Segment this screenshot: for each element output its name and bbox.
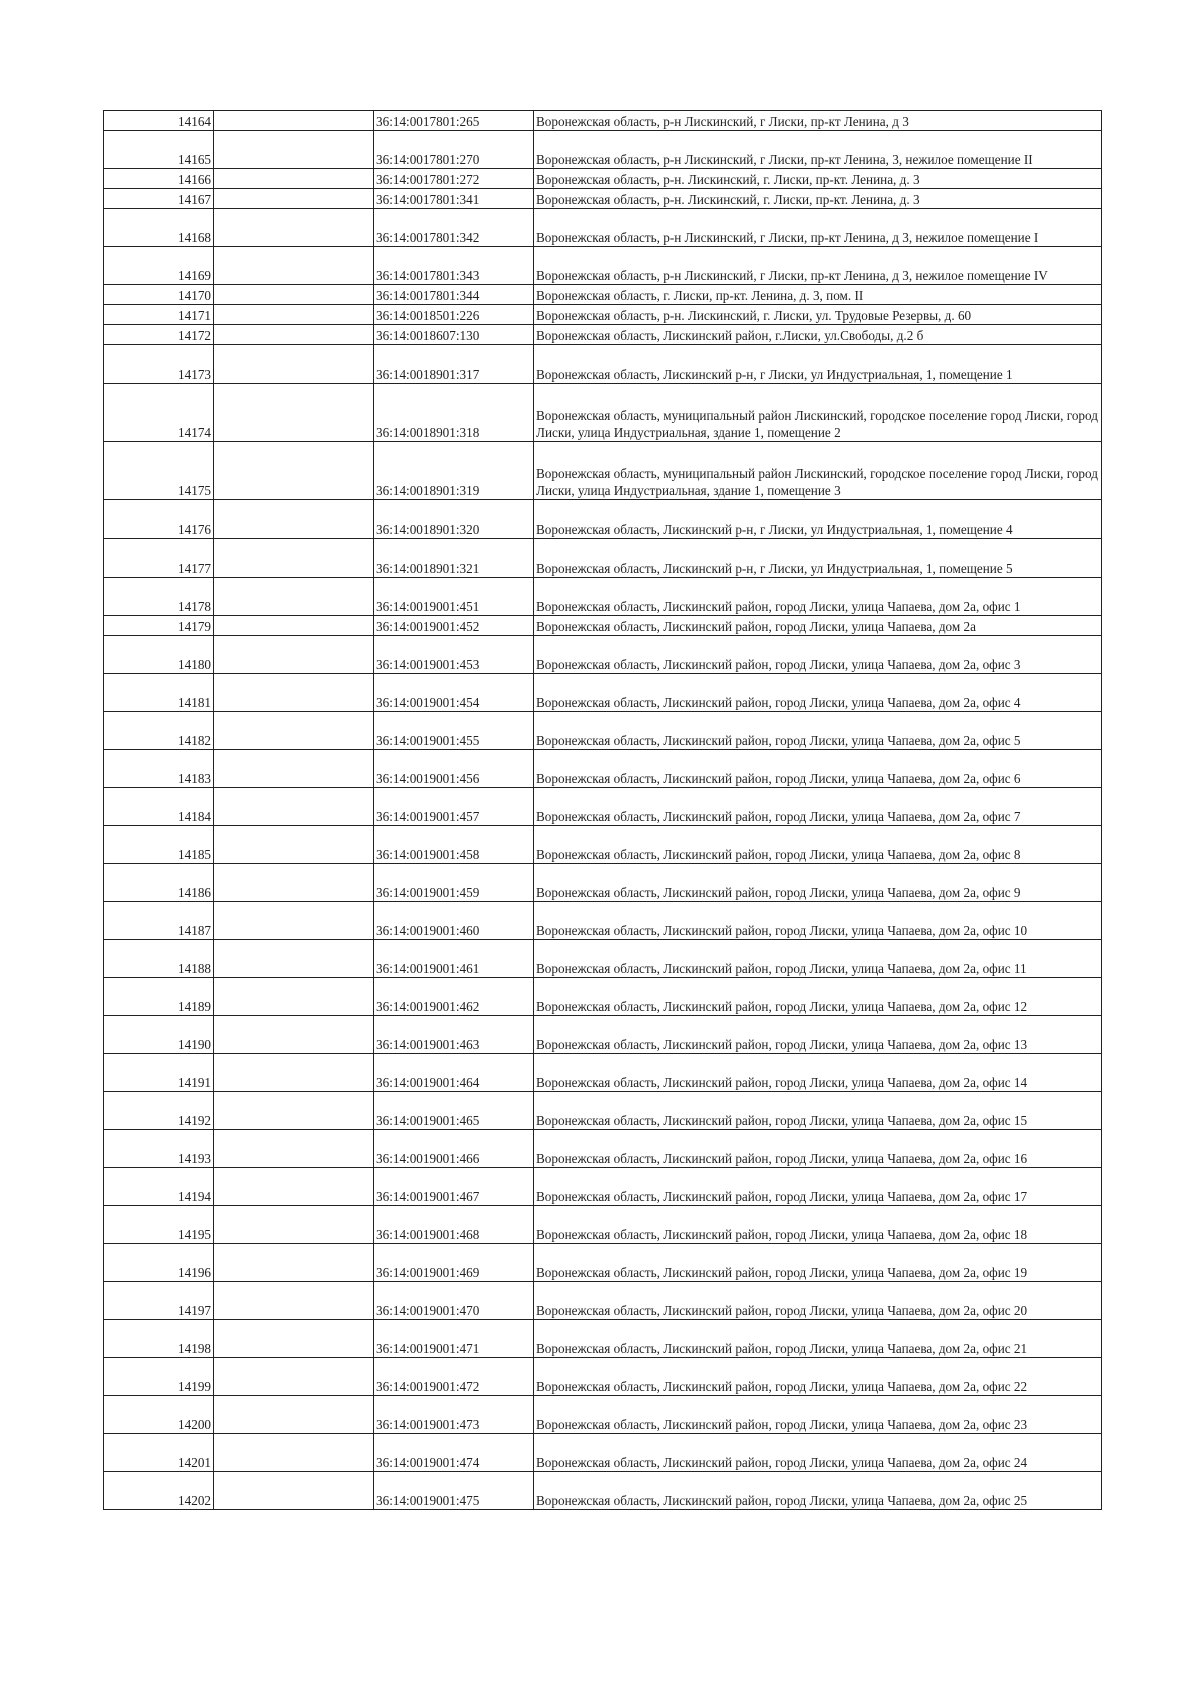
address-cell: Воронежская область, Лискинский район, город Лиски, улица Чапаева, дом 2а, офис 21 — [534, 1320, 1102, 1358]
row-number-cell: 14177 — [104, 539, 214, 578]
address-cell: Воронежская область, Лискинский район, город Лиски, улица Чапаева, дом 2а, офис 22 — [534, 1358, 1102, 1396]
table-row — [104, 325, 1102, 345]
table-row — [104, 1054, 1102, 1092]
cadastral-number-cell: 36:14:0018901:320 — [374, 500, 534, 539]
row-number-cell: 14167 — [104, 189, 214, 209]
row-number-cell: 14202 — [104, 1472, 214, 1510]
row-number-cell: 14195 — [104, 1206, 214, 1244]
row-number-cell: 14187 — [104, 902, 214, 940]
table-row — [104, 131, 1102, 169]
address-cell: Воронежская область, Лискинский район, город Лиски, улица Чапаева, дом 2а, офис 10 — [534, 902, 1102, 940]
table-row — [104, 826, 1102, 864]
empty-cell — [214, 209, 374, 247]
row-number-cell: 14201 — [104, 1434, 214, 1472]
address-cell: Воронежская область, Лискинский район, город Лиски, улица Чапаева, дом 2а, офис 18 — [534, 1206, 1102, 1244]
address-cell: Воронежская область, Лискинский район, город Лиски, улица Чапаева, дом 2а, офис 16 — [534, 1130, 1102, 1168]
row-number-cell: 14185 — [104, 826, 214, 864]
address-cell: Воронежская область, Лискинский район, город Лиски, улица Чапаева, дом 2а, офис 15 — [534, 1092, 1102, 1130]
address-cell: Воронежская область, Лискинский р-н, г Лиски, ул Индустриальная, 1, помещение 1 — [534, 345, 1102, 384]
table-row — [104, 305, 1102, 325]
empty-cell — [214, 940, 374, 978]
cadastral-number-cell: 36:14:0019001:456 — [374, 750, 534, 788]
table-row — [104, 864, 1102, 902]
table-row — [104, 442, 1102, 500]
empty-cell — [214, 1244, 374, 1282]
cadastral-number-cell: 36:14:0017801:342 — [374, 209, 534, 247]
address-cell: Воронежская область, р-н. Лискинский, г. Лиски, пр-кт. Ленина, д. 3 — [534, 189, 1102, 209]
row-number-cell: 14193 — [104, 1130, 214, 1168]
cadastral-number-cell: 36:14:0019001:451 — [374, 578, 534, 616]
empty-cell — [214, 111, 374, 131]
cadastral-number-cell: 36:14:0019001:469 — [374, 1244, 534, 1282]
address-cell: Воронежская область, Лискинский район, город Лиски, улица Чапаева, дом 2а, офис 4 — [534, 674, 1102, 712]
row-number-cell: 14172 — [104, 325, 214, 345]
cadastral-number-cell: 36:14:0019001:475 — [374, 1472, 534, 1510]
row-number-cell: 14165 — [104, 131, 214, 169]
row-number-cell: 14183 — [104, 750, 214, 788]
cadastral-number-cell: 36:14:0017801:270 — [374, 131, 534, 169]
table-row — [104, 1434, 1102, 1472]
address-cell: Воронежская область, Лискинский район, город Лиски, улица Чапаева, дом 2а, офис 5 — [534, 712, 1102, 750]
cadastral-number-cell: 36:14:0019001:468 — [374, 1206, 534, 1244]
address-cell: Воронежская область, Лискинский район, город Лиски, улица Чапаева, дом 2а — [534, 616, 1102, 636]
table-row — [104, 500, 1102, 539]
empty-cell — [214, 864, 374, 902]
table-row — [104, 1282, 1102, 1320]
address-cell: Воронежская область, Лискинский район, город Лиски, улица Чапаева, дом 2а, офис 13 — [534, 1016, 1102, 1054]
table-row — [104, 1016, 1102, 1054]
table-row — [104, 285, 1102, 305]
row-number-cell: 14181 — [104, 674, 214, 712]
address-cell: Воронежская область, Лискинский район, город Лиски, улица Чапаева, дом 2а, офис 24 — [534, 1434, 1102, 1472]
table-row — [104, 189, 1102, 209]
table-row — [104, 902, 1102, 940]
cadastral-number-cell: 36:14:0019001:454 — [374, 674, 534, 712]
address-cell: Воронежская область, Лискинский район, город Лиски, улица Чапаева, дом 2а, офис 7 — [534, 788, 1102, 826]
cadastral-number-cell: 36:14:0017801:343 — [374, 247, 534, 285]
row-number-cell: 14170 — [104, 285, 214, 305]
row-number-cell: 14184 — [104, 788, 214, 826]
table-row — [104, 247, 1102, 285]
empty-cell — [214, 500, 374, 539]
cadastral-number-cell: 36:14:0019001:471 — [374, 1320, 534, 1358]
cadastral-number-cell: 36:14:0019001:461 — [374, 940, 534, 978]
address-cell: Воронежская область, р-н Лискинский, г Лиски, пр-кт Ленина, д 3 — [534, 111, 1102, 131]
address-cell: Воронежская область, Лискинский район, г.Лиски, ул.Свободы, д.2 б — [534, 325, 1102, 345]
table-row — [104, 940, 1102, 978]
empty-cell — [214, 578, 374, 616]
address-cell: Воронежская область, Лискинский р-н, г Лиски, ул Индустриальная, 1, помещение 5 — [534, 539, 1102, 578]
row-number-cell: 14176 — [104, 500, 214, 539]
address-cell: Воронежская область, Лискинский район, город Лиски, улица Чапаева, дом 2а, офис 17 — [534, 1168, 1102, 1206]
address-cell: Воронежская область, р-н. Лискинский, г. Лиски, пр-кт. Ленина, д. 3 — [534, 169, 1102, 189]
empty-cell — [214, 1320, 374, 1358]
row-number-cell: 14198 — [104, 1320, 214, 1358]
table-row — [104, 674, 1102, 712]
row-number-cell: 14188 — [104, 940, 214, 978]
table-row — [104, 636, 1102, 674]
empty-cell — [214, 1396, 374, 1434]
table-row — [104, 539, 1102, 578]
table-row — [104, 788, 1102, 826]
table-row — [104, 384, 1102, 442]
address-cell: Воронежская область, Лискинский район, город Лиски, улица Чапаева, дом 2а, офис 20 — [534, 1282, 1102, 1320]
empty-cell — [214, 1054, 374, 1092]
empty-cell — [214, 539, 374, 578]
table-row — [104, 1168, 1102, 1206]
cadastral-number-cell: 36:14:0018901:321 — [374, 539, 534, 578]
cadastral-number-cell: 36:14:0018901:319 — [374, 442, 534, 500]
empty-cell — [214, 1282, 374, 1320]
empty-cell — [214, 750, 374, 788]
empty-cell — [214, 978, 374, 1016]
address-cell: Воронежская область, Лискинский район, город Лиски, улица Чапаева, дом 2а, офис 9 — [534, 864, 1102, 902]
property-registry-table — [103, 110, 1102, 1510]
row-number-cell: 14186 — [104, 864, 214, 902]
table-row — [104, 1396, 1102, 1434]
table-row — [104, 1358, 1102, 1396]
row-number-cell: 14200 — [104, 1396, 214, 1434]
cadastral-number-cell: 36:14:0017801:341 — [374, 189, 534, 209]
address-cell: Воронежская область, р-н Лискинский, г Лиски, пр-кт Ленина, д 3, нежилое помещение IV — [534, 247, 1102, 285]
table-row — [104, 345, 1102, 384]
empty-cell — [214, 1016, 374, 1054]
row-number-cell: 14164 — [104, 111, 214, 131]
empty-cell — [214, 1092, 374, 1130]
row-number-cell: 14190 — [104, 1016, 214, 1054]
table-row — [104, 1244, 1102, 1282]
row-number-cell: 14182 — [104, 712, 214, 750]
address-cell: Воронежская область, Лискинский район, город Лиски, улица Чапаева, дом 2а, офис 1 — [534, 578, 1102, 616]
address-cell: Воронежская область, муниципальный район Лискинский, городское поселение город Лиски, город Лиски, улица Индустриальная, здание 1, помещение 2 — [534, 384, 1102, 442]
address-cell: Воронежская область, Лискинский район, город Лиски, улица Чапаева, дом 2а, офис 11 — [534, 940, 1102, 978]
address-cell: Воронежская область, муниципальный район Лискинский, городское поселение город Лиски, город Лиски, улица Индустриальная, здание 1, помещение 3 — [534, 442, 1102, 500]
row-number-cell: 14173 — [104, 345, 214, 384]
table-row — [104, 209, 1102, 247]
cadastral-number-cell: 36:14:0019001:452 — [374, 616, 534, 636]
address-cell: Воронежская область, Лискинский район, город Лиски, улица Чапаева, дом 2а, офис 12 — [534, 978, 1102, 1016]
cadastral-number-cell: 36:14:0017801:265 — [374, 111, 534, 131]
address-cell: Воронежская область, Лискинский район, город Лиски, улица Чапаева, дом 2а, офис 19 — [534, 1244, 1102, 1282]
empty-cell — [214, 1130, 374, 1168]
empty-cell — [214, 1358, 374, 1396]
cadastral-number-cell: 36:14:0019001:462 — [374, 978, 534, 1016]
row-number-cell: 14178 — [104, 578, 214, 616]
address-cell: Воронежская область, Лискинский р-н, г Лиски, ул Индустриальная, 1, помещение 4 — [534, 500, 1102, 539]
empty-cell — [214, 189, 374, 209]
cadastral-number-cell: 36:14:0019001:470 — [374, 1282, 534, 1320]
empty-cell — [214, 1206, 374, 1244]
row-number-cell: 14169 — [104, 247, 214, 285]
empty-cell — [214, 345, 374, 384]
table-row — [104, 1320, 1102, 1358]
address-cell: Воронежская область, Лискинский район, город Лиски, улица Чапаева, дом 2а, офис 25 — [534, 1472, 1102, 1510]
cadastral-number-cell: 36:14:0019001:455 — [374, 712, 534, 750]
empty-cell — [214, 636, 374, 674]
cadastral-number-cell: 36:14:0018607:130 — [374, 325, 534, 345]
empty-cell — [214, 442, 374, 500]
cadastral-number-cell: 36:14:0019001:458 — [374, 826, 534, 864]
address-cell: Воронежская область, Лискинский район, город Лиски, улица Чапаева, дом 2а, офис 6 — [534, 750, 1102, 788]
address-cell: Воронежская область, р-н Лискинский, г Лиски, пр-кт Ленина, 3, нежилое помещение II — [534, 131, 1102, 169]
empty-cell — [214, 1434, 374, 1472]
empty-cell — [214, 674, 374, 712]
cadastral-number-cell: 36:14:0017801:344 — [374, 285, 534, 305]
row-number-cell: 14179 — [104, 616, 214, 636]
cadastral-number-cell: 36:14:0018501:226 — [374, 305, 534, 325]
row-number-cell: 14180 — [104, 636, 214, 674]
empty-cell — [214, 325, 374, 345]
table-row — [104, 578, 1102, 616]
cadastral-number-cell: 36:14:0018901:318 — [374, 384, 534, 442]
row-number-cell: 14192 — [104, 1092, 214, 1130]
table-row — [104, 1206, 1102, 1244]
empty-cell — [214, 1472, 374, 1510]
cadastral-number-cell: 36:14:0019001:463 — [374, 1016, 534, 1054]
address-cell: Воронежская область, р-н. Лискинский, г. Лиски, ул. Трудовые Резервы, д. 60 — [534, 305, 1102, 325]
registry-body — [104, 111, 1102, 1510]
empty-cell — [214, 616, 374, 636]
table-row — [104, 169, 1102, 189]
cadastral-number-cell: 36:14:0019001:466 — [374, 1130, 534, 1168]
cadastral-number-cell: 36:14:0019001:453 — [374, 636, 534, 674]
row-number-cell: 14194 — [104, 1168, 214, 1206]
cadastral-number-cell: 36:14:0019001:457 — [374, 788, 534, 826]
cadastral-number-cell: 36:14:0019001:473 — [374, 1396, 534, 1434]
empty-cell — [214, 247, 374, 285]
cadastral-number-cell: 36:14:0019001:467 — [374, 1168, 534, 1206]
row-number-cell: 14197 — [104, 1282, 214, 1320]
empty-cell — [214, 712, 374, 750]
row-number-cell: 14189 — [104, 978, 214, 1016]
empty-cell — [214, 788, 374, 826]
cadastral-number-cell: 36:14:0019001:464 — [374, 1054, 534, 1092]
cadastral-number-cell: 36:14:0019001:459 — [374, 864, 534, 902]
row-number-cell: 14191 — [104, 1054, 214, 1092]
empty-cell — [214, 169, 374, 189]
cadastral-number-cell: 36:14:0019001:465 — [374, 1092, 534, 1130]
row-number-cell: 14168 — [104, 209, 214, 247]
table-row — [104, 111, 1102, 131]
address-cell: Воронежская область, Лискинский район, город Лиски, улица Чапаева, дом 2а, офис 14 — [534, 1054, 1102, 1092]
address-cell: Воронежская область, р-н Лискинский, г Лиски, пр-кт Ленина, д 3, нежилое помещение I — [534, 209, 1102, 247]
empty-cell — [214, 826, 374, 864]
table-row — [104, 616, 1102, 636]
address-cell: Воронежская область, г. Лиски, пр-кт. Ленина, д. 3, пом. II — [534, 285, 1102, 305]
cadastral-number-cell: 36:14:0018901:317 — [374, 345, 534, 384]
address-cell: Воронежская область, Лискинский район, город Лиски, улица Чапаева, дом 2а, офис 23 — [534, 1396, 1102, 1434]
row-number-cell: 14175 — [104, 442, 214, 500]
table-row — [104, 978, 1102, 1016]
row-number-cell: 14196 — [104, 1244, 214, 1282]
row-number-cell: 14171 — [104, 305, 214, 325]
empty-cell — [214, 902, 374, 940]
empty-cell — [214, 384, 374, 442]
empty-cell — [214, 305, 374, 325]
cadastral-number-cell: 36:14:0019001:460 — [374, 902, 534, 940]
row-number-cell: 14199 — [104, 1358, 214, 1396]
table-row — [104, 712, 1102, 750]
table-row — [104, 1130, 1102, 1168]
empty-cell — [214, 131, 374, 169]
cadastral-number-cell: 36:14:0017801:272 — [374, 169, 534, 189]
table-row — [104, 750, 1102, 788]
row-number-cell: 14174 — [104, 384, 214, 442]
empty-cell — [214, 285, 374, 305]
address-cell: Воронежская область, Лискинский район, город Лиски, улица Чапаева, дом 2а, офис 8 — [534, 826, 1102, 864]
address-cell: Воронежская область, Лискинский район, город Лиски, улица Чапаева, дом 2а, офис 3 — [534, 636, 1102, 674]
cadastral-number-cell: 36:14:0019001:472 — [374, 1358, 534, 1396]
cadastral-number-cell: 36:14:0019001:474 — [374, 1434, 534, 1472]
table-row — [104, 1092, 1102, 1130]
table-row — [104, 1472, 1102, 1510]
empty-cell — [214, 1168, 374, 1206]
row-number-cell: 14166 — [104, 169, 214, 189]
